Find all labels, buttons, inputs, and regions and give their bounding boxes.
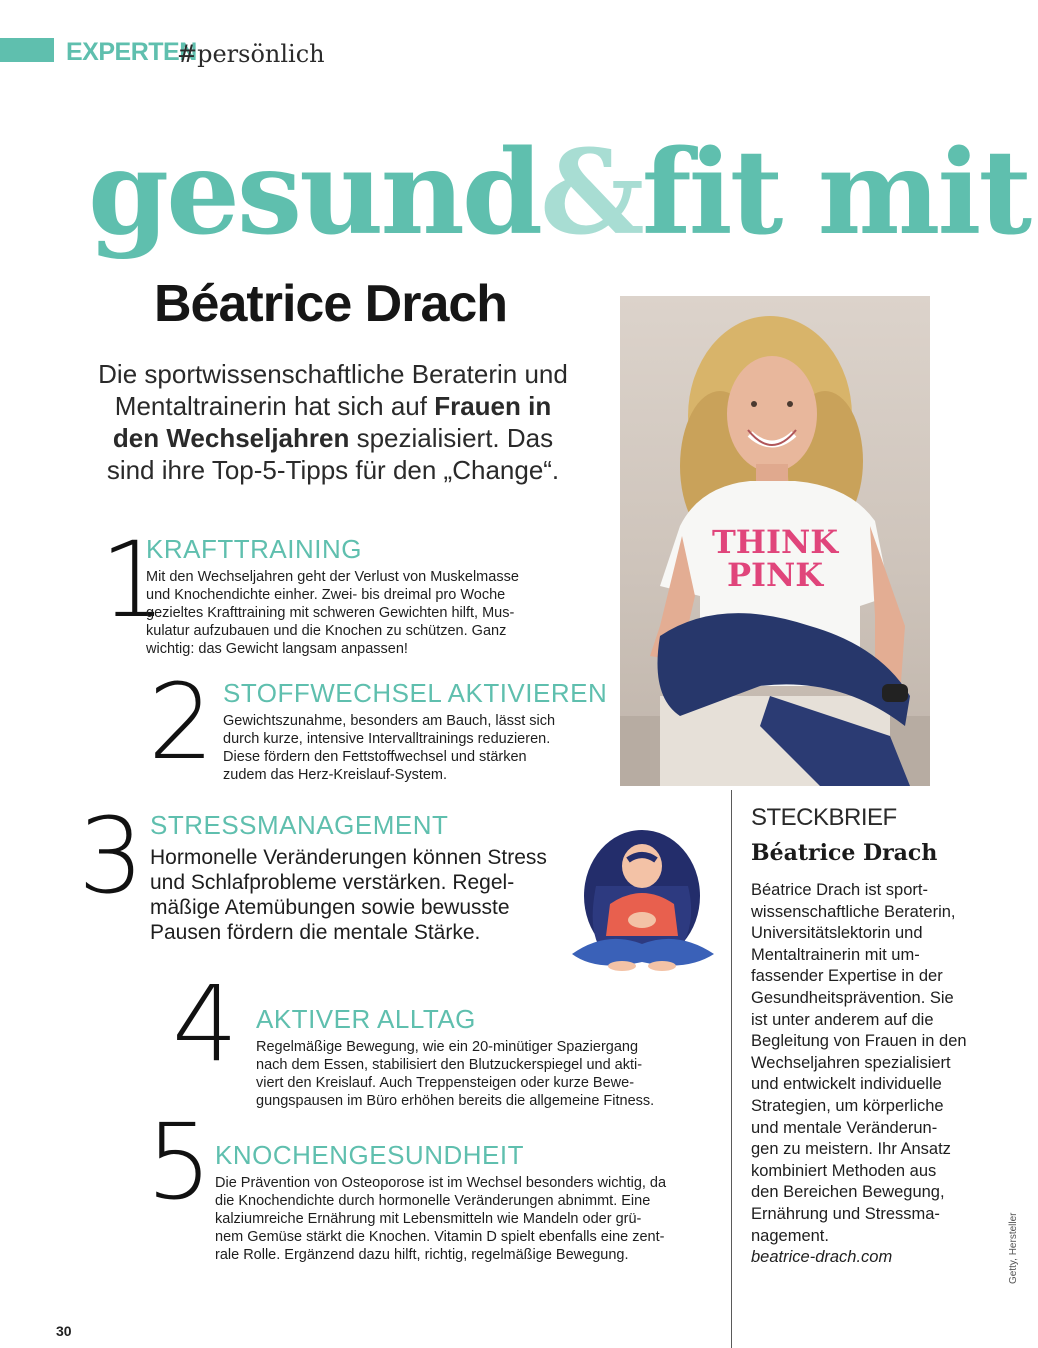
- portrait-photo: [620, 296, 930, 786]
- tip-body-5: [215, 1174, 685, 1264]
- shirt-text-line1: THINK: [711, 523, 839, 561]
- tip-number-3: 3: [78, 795, 145, 917]
- tip-title-4: AKTIVER ALLTAG: [256, 1004, 476, 1034]
- tip-body-3: [150, 845, 570, 945]
- sidebar-line: Mentaltrainerin mit um-: [751, 945, 920, 964]
- sidebar-line: wissenschaftliche Beraterin,: [751, 902, 956, 921]
- shirt-text-line2: PINK: [726, 556, 824, 594]
- tip2-line: zudem das Herz-Kreislauf-System.: [223, 767, 448, 783]
- meditating-woman-illustration: [566, 826, 718, 976]
- sidebar-line: und mentale Veränderun-: [751, 1118, 938, 1137]
- sidebar-divider: [731, 790, 732, 1348]
- tip3-line: Hormonelle Veränderungen können Stress: [150, 846, 547, 869]
- headline-part1: gesund: [88, 125, 541, 261]
- tip4-line: gungspausen im Büro erhöhen bereits die allgemeine Fitness.: [256, 1093, 655, 1109]
- tip-number-5: 5: [146, 1101, 213, 1223]
- section-color-bar: [0, 38, 54, 62]
- tip5-line: rale Rolle. Ergänzend dazu hilft, richtig, regelmäßige Bewegung.: [215, 1247, 629, 1263]
- sidebar-line: ist unter anderem auf die: [751, 1010, 934, 1029]
- tip-body-1: [146, 568, 546, 658]
- tip4-line: nach dem Essen, stabilisiert den Blutzuckerspiegel und akti-: [256, 1057, 643, 1073]
- headline: [88, 125, 1030, 261]
- tip-number-2: 2: [148, 661, 215, 783]
- tip2-line: durch kurze, intensive Intervalltrainings reduzieren.: [223, 731, 551, 747]
- sidebar-line: fassender Expertise in der: [751, 967, 943, 986]
- tip-title-2: STOFFWECHSEL AKTIVIEREN: [223, 678, 608, 708]
- headline-ampersand: &: [540, 125, 642, 261]
- section-label: EXPERTEN: [66, 38, 197, 66]
- tip3-line: Pausen fördern die mentale Stärke.: [150, 921, 481, 944]
- tip-title-3: STRESSMANAGEMENT: [150, 810, 449, 840]
- sidebar-line: den Bereichen Bewegung,: [751, 1183, 945, 1202]
- sidebar-line: Wechseljahren spezialisiert: [751, 1053, 951, 1072]
- sidebar-line: und entwickelt individuelle: [751, 1075, 942, 1094]
- sidebar-line: Universitätslektorin und: [751, 924, 923, 943]
- tip-number-4: 4: [172, 963, 239, 1085]
- sidebar-name: Béatrice Drach: [751, 840, 938, 866]
- sidebar-line: Strategien, um körperliche: [751, 1096, 944, 1115]
- intro-text: [98, 358, 568, 486]
- sidebar-website-link[interactable]: beatrice-drach.com: [751, 1248, 893, 1267]
- sidebar-line: gen zu meistern. Ihr Ansatz: [751, 1140, 951, 1159]
- headline-name: Béatrice Drach: [154, 275, 508, 333]
- intro-pre: Die sportwissenschaftliche Beraterin und Mentaltrainerin hat sich auf: [98, 359, 568, 421]
- tip1-line: kulatur aufzubauen und die Knochen zu schützen. Ganz: [146, 623, 507, 639]
- tip-body-4: [256, 1038, 676, 1110]
- tip-body-2: [223, 712, 583, 784]
- page-number: 30: [56, 1323, 72, 1339]
- portrait-illustration: [620, 296, 930, 786]
- intro-post: spezialisiert. Das sind ihre Top-5-Tipps für den „Change“.: [106, 423, 560, 485]
- tip3-line: mäßige Atemübungen sowie bewusste: [150, 896, 510, 919]
- intro-bold: Frauen in den Wechseljahren: [112, 391, 552, 453]
- photo-credit: Getty, Hersteller: [1008, 1212, 1019, 1284]
- tip3-line: und Schlafprobleme verstärken. Regel-: [150, 871, 515, 894]
- headline-part2: fit mit: [641, 125, 1030, 261]
- subsection-label: #persönlich: [177, 40, 325, 68]
- tip5-line: kalziumreiche Ernährung mit Lebensmitteln wie Mandeln oder grü-: [215, 1211, 642, 1227]
- tip1-line: und Knochendichte einher. Zwei- bis dreimal pro Woche: [146, 587, 506, 603]
- tip1-line: gezieltes Krafttraining mit schweren Gewichten hilft, Mus-: [146, 605, 515, 621]
- tip1-line: Mit den Wechseljahren geht der Verlust von Muskelmasse: [146, 569, 519, 585]
- sidebar-label: STECKBRIEF: [751, 804, 897, 831]
- tip2-line: Diese fördern den Fettstoffwechsel und stärken: [223, 749, 527, 765]
- tip5-line: die Knochendichte durch hormonelle Veränderungen abnimmt. Eine: [215, 1193, 651, 1209]
- tip1-line: wichtig: das Gewicht langsam anpassen!: [146, 641, 408, 657]
- sidebar-line: Begleitung von Frauen in den: [751, 1032, 967, 1051]
- tip-number-1: 1: [100, 519, 167, 641]
- tip5-line: Die Prävention von Osteoporose ist im Wechsel besonders wichtig, da: [215, 1175, 667, 1191]
- tip4-line: viert den Kreislauf. Auch Treppensteigen oder kurze Bewe-: [256, 1075, 635, 1091]
- sidebar-text: [751, 880, 971, 1269]
- tip4-line: Regelmäßige Bewegung, wie ein 20-minütiger Spaziergang: [256, 1039, 639, 1055]
- tip-title-5: KNOCHENGESUNDHEIT: [215, 1140, 524, 1170]
- tip5-line: nem Gemüse stärkt die Knochen. Vitamin D spielt ebenfalls eine zent-: [215, 1229, 665, 1245]
- sidebar-line: Béatrice Drach ist sport-: [751, 881, 928, 899]
- tip2-line: Gewichtszunahme, besonders am Bauch, lässt sich: [223, 713, 556, 729]
- sidebar-line: kombiniert Methoden aus: [751, 1161, 937, 1180]
- sidebar-line: nagement.: [751, 1226, 829, 1245]
- sidebar-line: Gesundheitsprävention. Sie: [751, 988, 954, 1007]
- tip-title-1: KRAFTTRAINING: [146, 534, 362, 564]
- sidebar-line: Ernährung und Stressma-: [751, 1204, 940, 1223]
